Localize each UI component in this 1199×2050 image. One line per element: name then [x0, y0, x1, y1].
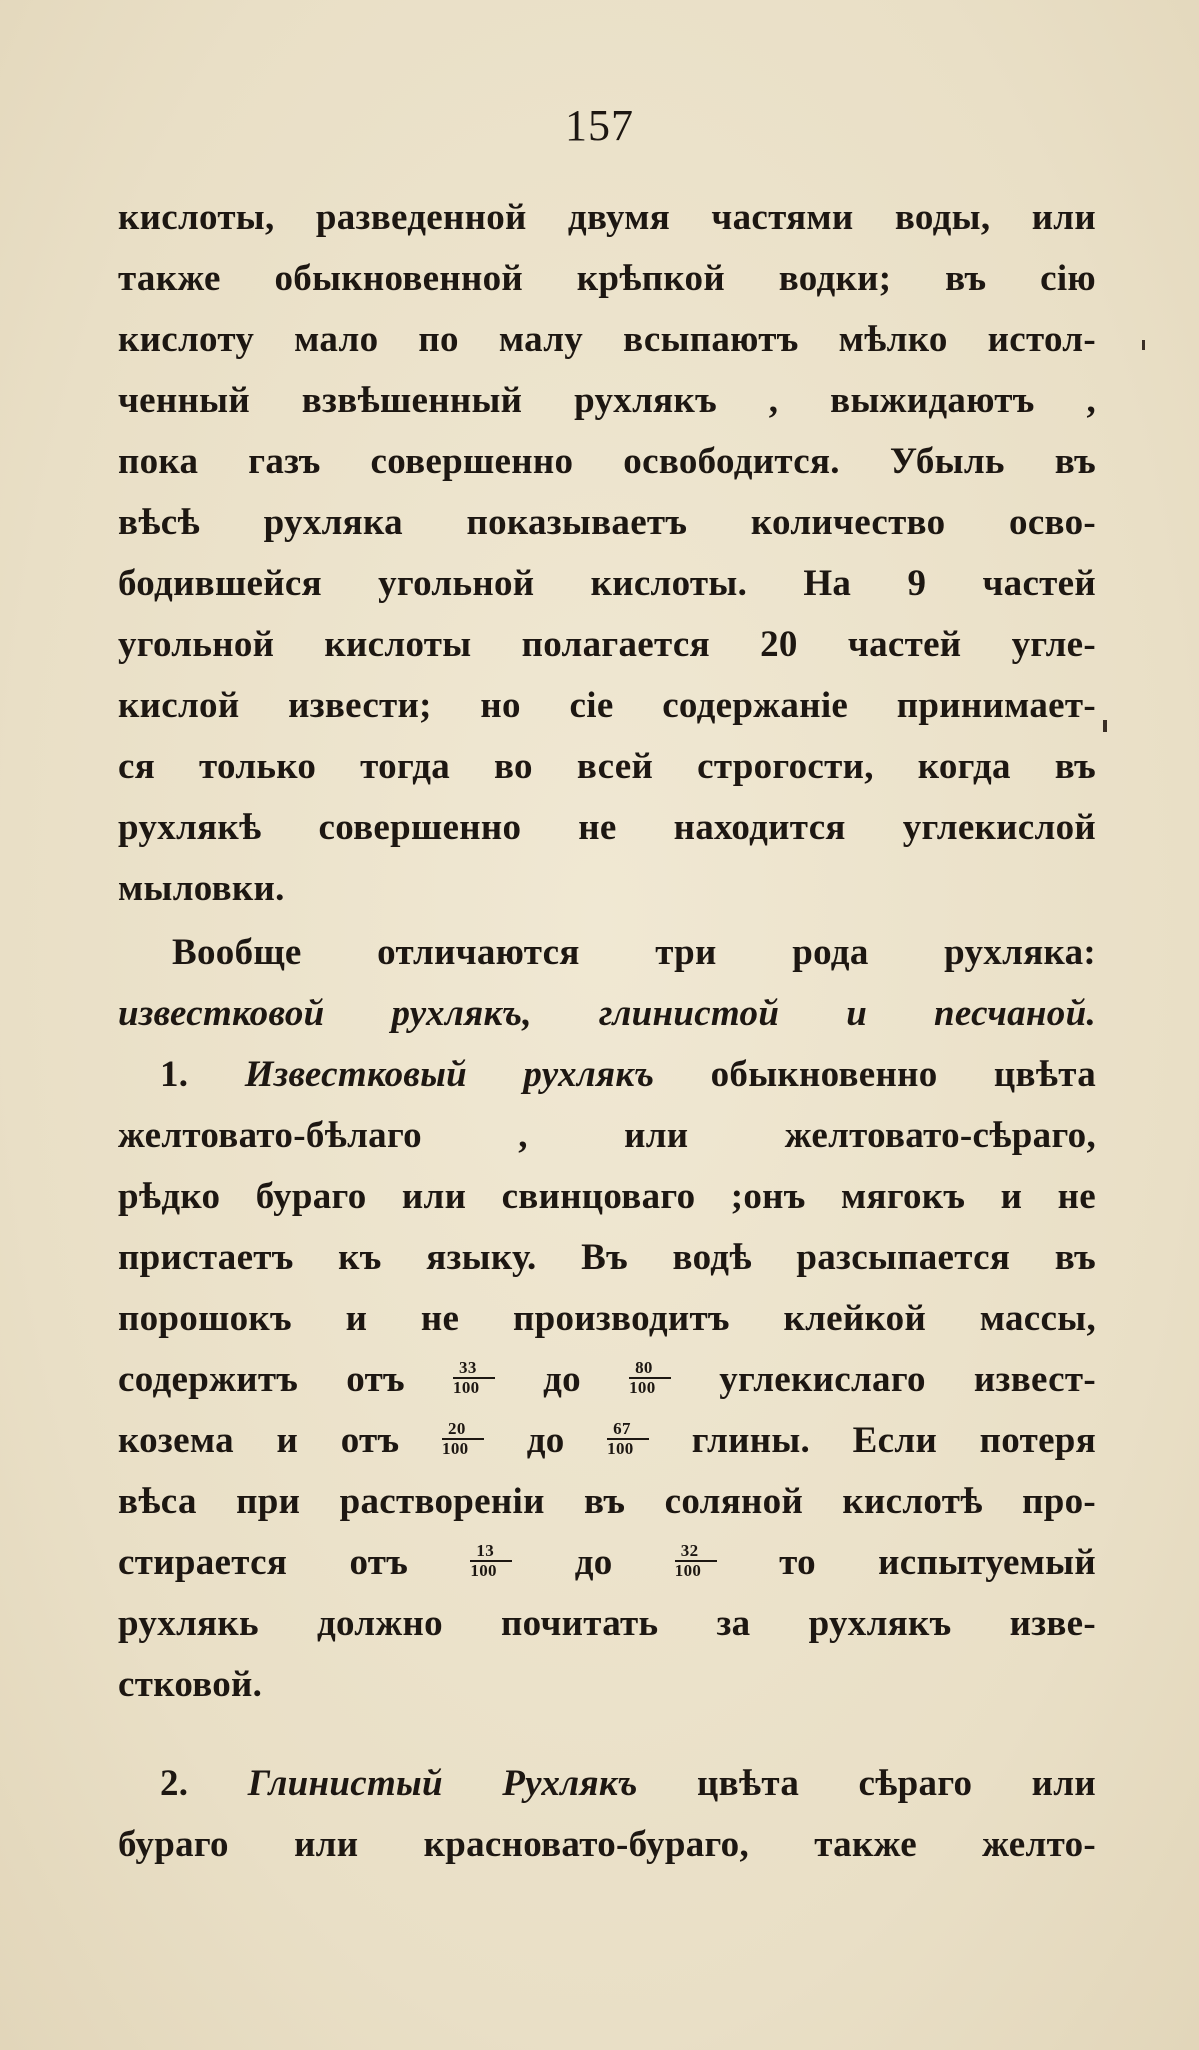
text-fragment: цвѣта сѣраго или [697, 1763, 1096, 1804]
fraction-numerator: 67 [613, 1419, 631, 1438]
fraction-denominator: 100 [470, 1561, 497, 1580]
fraction-denominator: 100 [607, 1439, 634, 1458]
text-fragment: углекислаго извест- [719, 1359, 1096, 1400]
text-line: бураго или красновато-бураго, также желто- [118, 1824, 1096, 1865]
fraction-numerator: 80 [635, 1358, 653, 1377]
fraction [629, 1357, 671, 1397]
text-fragment: козема и отъ [118, 1420, 400, 1461]
text-fragment: содержитъ отъ [118, 1359, 405, 1400]
text-line: пока газъ совершенно освободится. Убыль въ [118, 441, 1096, 482]
fraction [675, 1540, 717, 1580]
fraction [442, 1418, 484, 1458]
item-number: 1. [160, 1054, 189, 1095]
text-line-italic: известковой рухлякъ, глинистой и песчаной. [118, 993, 1096, 1034]
paragraph-marl-types [118, 922, 1096, 1715]
text-line: желтовато-бѣлаго , или желтовато-сѣраго, [118, 1115, 1096, 1156]
text-line: также обыкновенной крѣпкой водки; въ сію [118, 258, 1096, 299]
item-clayey-marl-heading [118, 1753, 1096, 1814]
text-line: рухлякѣ совершенно не находится углекислой [118, 807, 1096, 848]
text-fragment: до [543, 1359, 581, 1400]
fraction [470, 1540, 512, 1580]
item-calcareous-marl-heading [118, 1044, 1096, 1105]
text-line-with-fractions [118, 1349, 1096, 1410]
text-line: ся только тогда во всей строгости, когда въ [118, 746, 1096, 787]
text-line: мыловки. [118, 868, 285, 909]
fraction-numerator: 20 [448, 1419, 466, 1438]
text-line: вѣсѣ рухляка показываетъ количество осво- [118, 502, 1096, 543]
fraction-denominator: 100 [674, 1561, 702, 1580]
text-line: Вообще отличаются три рода рухляка: [172, 932, 1096, 973]
text-fragment: до [526, 1420, 565, 1461]
paragraph-carbonic-acid-test [118, 187, 1096, 919]
text-line: кислой извести; но сіе содержаніе принимает- [118, 685, 1096, 726]
fraction-numerator: 32 [680, 1541, 699, 1560]
text-fragment: то испытуемый [779, 1542, 1096, 1583]
fraction-denominator: 100 [453, 1378, 480, 1397]
fraction-numerator: 33 [459, 1358, 477, 1377]
text-fragment: глины. Если потеря [691, 1420, 1096, 1461]
text-line: ченный взвѣшенный рухлякъ , выжидаютъ , [118, 380, 1096, 421]
item-title: Известковый рухлякъ [244, 1054, 655, 1095]
fraction [607, 1418, 649, 1458]
text-line: вѣса при раствореніи въ соляной кислотѣ про- [118, 1481, 1096, 1522]
text-line: угольной кислоты полагается 20 частей угле- [118, 624, 1096, 665]
text-fragment: до [574, 1542, 613, 1583]
text-line: бодившейся угольной кислоты. На 9 частей [118, 563, 1096, 604]
text-line: стковой. [118, 1664, 263, 1705]
text-line: кислоту мало по малу всыпаютъ мѣлко истол- [118, 319, 1096, 360]
text-line: порошокъ и не производитъ клейкой массы, [118, 1298, 1096, 1339]
text-line: кислоты, разведенной двумя частями воды, или [118, 197, 1096, 238]
print-speck [1142, 340, 1145, 350]
item-title: Глинистый Рухлякъ [247, 1763, 638, 1804]
fraction-denominator: 100 [629, 1378, 656, 1397]
text-line: рѣдко бураго или свинцоваго ;онъ мягокъ и не [118, 1176, 1096, 1217]
fraction [453, 1357, 495, 1397]
text-line: рухлякь должно почитать за рухлякъ изве- [118, 1603, 1096, 1644]
text-fragment: обыкновенно цвѣта [710, 1054, 1096, 1095]
fraction-denominator: 100 [442, 1439, 469, 1458]
text-line-with-fractions [118, 1410, 1096, 1471]
print-speck [1103, 720, 1107, 732]
paragraph-clayey-marl [118, 1753, 1096, 1875]
page-number: 157 [565, 101, 634, 150]
text-line: пристаетъ къ языку. Въ водѣ разсыпается въ [118, 1237, 1096, 1278]
text-fragment: стирается отъ [118, 1542, 409, 1583]
item-number: 2. [160, 1763, 189, 1804]
text-line-with-fractions [118, 1532, 1096, 1593]
fraction-numerator: 13 [476, 1541, 495, 1560]
